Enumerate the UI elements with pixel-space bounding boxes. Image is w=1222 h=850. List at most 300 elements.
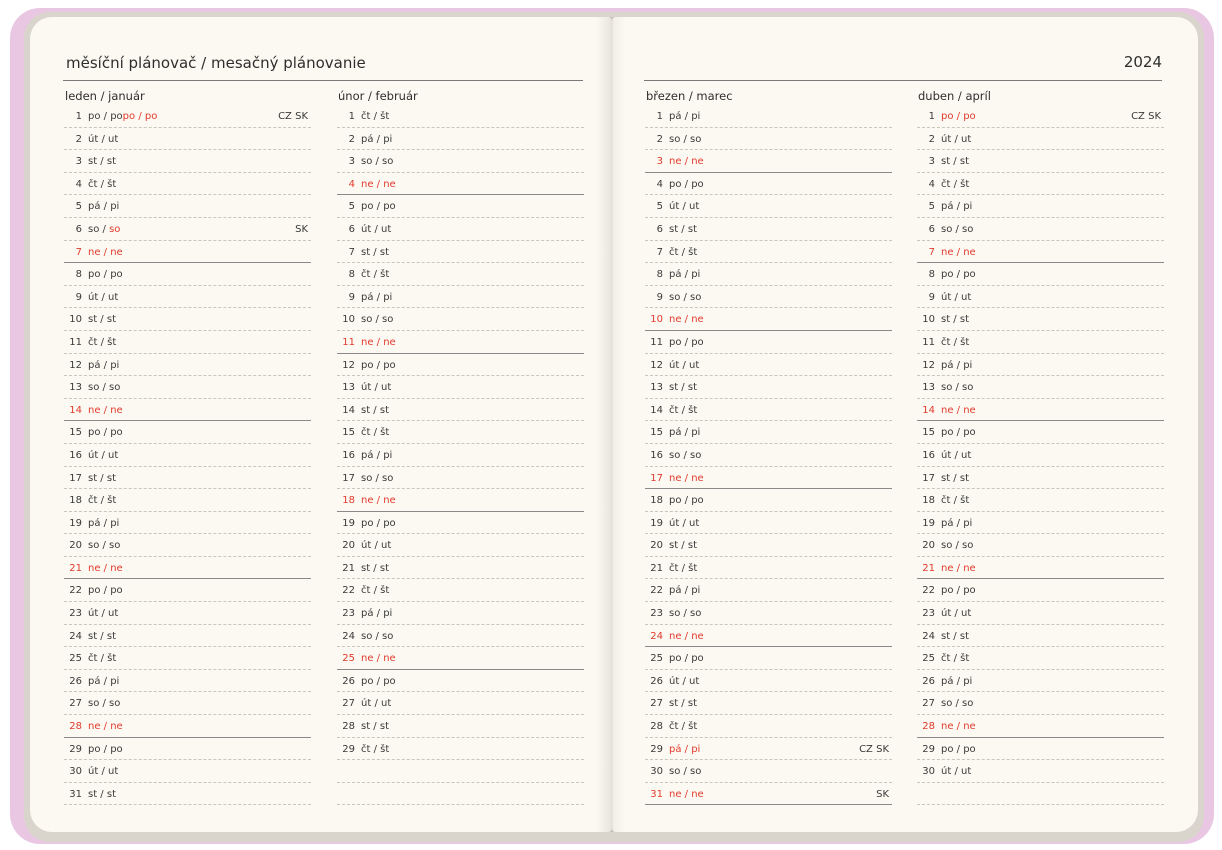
day-number: 20 [650, 540, 663, 552]
weekday-text: ne / ne [361, 653, 396, 665]
weekday-text: po / po [361, 201, 396, 213]
day-number: 19 [69, 517, 82, 529]
day-row [337, 738, 584, 761]
day-number: 15 [922, 427, 935, 439]
weekday-label [361, 518, 396, 529]
weekday-label [941, 156, 969, 167]
weekday-text: ne / ne [669, 630, 704, 642]
weekday-label [88, 156, 116, 167]
day-number: 22 [922, 585, 935, 597]
day-number: 25 [342, 653, 355, 665]
weekday-text: st / st [88, 472, 116, 484]
day-row [917, 647, 1164, 670]
day-number: 21 [650, 562, 663, 574]
day-number: 13 [922, 382, 935, 394]
day-row [64, 557, 311, 580]
weekday-label [941, 631, 969, 642]
weekday-text: ne / ne [361, 178, 396, 190]
holiday-marker: CZ SK [278, 111, 308, 122]
book-gutter [596, 17, 626, 832]
day-number: 12 [69, 359, 82, 371]
weekday-text: út / ut [669, 675, 700, 687]
weekday-text: st / st [669, 540, 697, 552]
day-row [337, 715, 584, 738]
day-row [64, 241, 311, 264]
day-row [645, 557, 892, 580]
day-number: 24 [650, 630, 663, 642]
weekday-text: so / so [88, 698, 121, 710]
weekday-label [88, 676, 119, 687]
day-number: 31 [650, 788, 663, 800]
weekday-text: út / ut [88, 766, 119, 778]
weekday-text: st / st [88, 630, 116, 642]
weekday-label [669, 156, 704, 167]
weekday-label [88, 405, 123, 416]
weekday-text: čt / št [88, 653, 117, 665]
weekday-text: st / st [361, 404, 389, 416]
day-row [64, 308, 311, 331]
day-list [337, 105, 584, 805]
weekday-text: so / so [361, 630, 394, 642]
day-number: 2 [656, 133, 663, 145]
weekday-label [669, 653, 704, 664]
day-row [917, 534, 1164, 557]
weekday-text: út / ut [941, 291, 972, 303]
day-number: 24 [342, 630, 355, 642]
weekday-label [88, 766, 118, 777]
day-row [917, 331, 1164, 354]
holiday-weekday-text: so [109, 223, 121, 235]
day-number: 14 [650, 404, 663, 416]
weekday-label [361, 337, 396, 348]
day-number: 8 [348, 269, 355, 281]
day-row [64, 173, 311, 196]
day-number: 27 [342, 698, 355, 710]
day-number: 15 [69, 427, 82, 439]
day-row [917, 195, 1164, 218]
day-row [917, 241, 1164, 264]
day-number: 30 [922, 766, 935, 778]
day-row [337, 354, 584, 377]
day-number: 10 [650, 314, 663, 326]
weekday-label [361, 473, 393, 484]
weekday-label [669, 563, 697, 574]
day-number: 20 [922, 540, 935, 552]
day-row [64, 738, 311, 761]
weekday-text: st / st [941, 314, 969, 326]
weekday-label [88, 382, 120, 393]
day-row [64, 760, 311, 783]
day-number: 22 [650, 585, 663, 597]
weekday-label [941, 608, 971, 619]
weekday-text: út / ut [941, 766, 972, 778]
day-row [64, 602, 311, 625]
day-row [64, 331, 311, 354]
weekday-text: čt / št [669, 404, 698, 416]
weekday-label [88, 247, 123, 258]
weekday-label [669, 676, 699, 687]
day-number: 30 [650, 766, 663, 778]
weekday-label [361, 179, 396, 190]
day-number: 28 [69, 721, 82, 733]
day-number: 7 [75, 246, 82, 258]
day-row [917, 692, 1164, 715]
weekday-label [941, 314, 969, 325]
weekday-text: čt / št [669, 562, 698, 574]
day-row [64, 625, 311, 648]
day-row [64, 218, 311, 241]
day-number: 26 [69, 675, 82, 687]
holiday-marker: CZ SK [859, 743, 889, 755]
weekday-text: čt / št [361, 269, 390, 281]
weekday-label [669, 337, 704, 348]
day-row [645, 602, 892, 625]
weekday-label [669, 608, 701, 619]
weekday-label [669, 247, 697, 258]
weekday-text: so / [88, 223, 110, 235]
day-number: 1 [348, 111, 355, 122]
weekday-label [669, 292, 701, 303]
day-row [337, 692, 584, 715]
day-number: 26 [342, 675, 355, 687]
weekday-text: st / st [941, 156, 969, 168]
weekday-label [88, 518, 119, 529]
day-number: 26 [922, 675, 935, 687]
weekday-text: st / st [669, 382, 697, 394]
weekday-label [361, 201, 396, 212]
day-number: 4 [656, 178, 663, 190]
day-number: 12 [650, 359, 663, 371]
day-row [645, 760, 892, 783]
weekday-text: ne / ne [88, 721, 123, 733]
day-row [645, 241, 892, 264]
weekday-text: st / st [88, 314, 116, 326]
weekday-label [88, 427, 123, 438]
day-row [917, 489, 1164, 512]
day-row [917, 376, 1164, 399]
day-row [337, 105, 584, 128]
weekday-label [669, 518, 699, 529]
holiday-marker: SK [876, 788, 889, 800]
weekday-text: st / st [669, 223, 697, 235]
weekday-label [941, 405, 976, 416]
day-number: 15 [342, 427, 355, 439]
weekday-label [669, 427, 700, 438]
weekday-label [88, 653, 116, 664]
weekday-label [361, 314, 393, 325]
day-number: 9 [928, 291, 935, 303]
day-row [337, 195, 584, 218]
weekday-label [361, 676, 396, 687]
weekday-label [941, 450, 971, 461]
weekday-label [88, 224, 120, 235]
weekday-label [88, 608, 118, 619]
day-row [337, 534, 584, 557]
weekday-text: út / ut [361, 698, 392, 710]
day-number: 22 [69, 585, 82, 597]
weekday-text: čt / št [361, 585, 390, 597]
weekday-text: út / ut [88, 291, 119, 303]
day-number: 20 [342, 540, 355, 552]
weekday-label [941, 247, 976, 258]
day-row [64, 263, 311, 286]
day-row [917, 218, 1164, 241]
day-row [645, 128, 892, 151]
day-row [917, 354, 1164, 377]
weekday-label [941, 427, 976, 438]
weekday-text: čt / št [88, 178, 117, 190]
weekday-label [88, 585, 123, 596]
day-number: 25 [650, 653, 663, 665]
month-name: duben / apríl [918, 89, 991, 103]
day-row [64, 128, 311, 151]
weekday-text: so / so [941, 698, 974, 710]
holiday-weekday-text: pá / pi [669, 743, 701, 755]
weekday-text: po / po [941, 427, 976, 439]
holiday-marker: SK [295, 223, 308, 235]
weekday-label [941, 337, 969, 348]
day-number: 19 [342, 517, 355, 529]
day-row [337, 128, 584, 151]
day-row [337, 263, 584, 286]
weekday-text: pá / pi [361, 608, 393, 620]
weekday-text: st / st [941, 630, 969, 642]
day-number: 16 [69, 449, 82, 461]
day-number: 2 [348, 133, 355, 145]
day-number: 14 [69, 404, 82, 416]
weekday-label [88, 495, 116, 506]
weekday-label [88, 360, 119, 371]
weekday-text: po / po [88, 743, 123, 755]
weekday-text: po / po [361, 517, 396, 529]
day-number: 10 [69, 314, 82, 326]
day-number: 16 [342, 449, 355, 461]
weekday-label [361, 698, 391, 709]
weekday-text: út / ut [669, 517, 700, 529]
day-row [645, 173, 892, 196]
day-row [917, 760, 1164, 783]
day-number: 8 [656, 269, 663, 281]
day-row [917, 444, 1164, 467]
weekday-text: út / ut [941, 133, 972, 145]
weekday-text: po / po [941, 743, 976, 755]
weekday-label [88, 337, 116, 348]
day-row [64, 286, 311, 309]
day-number: 28 [342, 721, 355, 733]
weekday-label [941, 518, 972, 529]
day-row [645, 354, 892, 377]
month-name: leden / január [65, 89, 145, 103]
day-row [64, 715, 311, 738]
weekday-label [941, 292, 971, 303]
day-number: 16 [650, 449, 663, 461]
day-number: 20 [69, 540, 82, 552]
day-number: 24 [69, 630, 82, 642]
day-number: 9 [348, 291, 355, 303]
empty-row [917, 783, 1164, 806]
weekday-label [941, 563, 976, 574]
day-number: 30 [69, 766, 82, 778]
weekday-text: po / po [88, 585, 123, 597]
weekday-label [88, 201, 119, 212]
weekday-text: ne / ne [88, 404, 123, 416]
weekday-text: st / st [88, 788, 116, 800]
weekday-label [941, 269, 976, 280]
weekday-label [941, 495, 969, 506]
day-row [64, 783, 311, 806]
weekday-text: čt / št [669, 721, 698, 733]
month-column-march [645, 88, 892, 805]
weekday-text: pá / pi [941, 517, 973, 529]
day-number: 4 [928, 178, 935, 190]
day-number: 8 [75, 269, 82, 281]
day-number: 31 [69, 788, 82, 800]
day-row [64, 467, 311, 490]
day-number: 17 [342, 472, 355, 484]
weekday-label [669, 473, 704, 484]
weekday-text: so / so [941, 540, 974, 552]
weekday-text: pá / pi [361, 291, 393, 303]
day-row [64, 354, 311, 377]
day-list [917, 105, 1164, 805]
day-row [645, 512, 892, 535]
weekday-text: pá / pi [88, 201, 120, 213]
weekday-text: so / so [669, 133, 702, 145]
day-row [337, 399, 584, 422]
weekday-label [669, 405, 697, 416]
day-row [917, 105, 1164, 128]
day-number: 4 [75, 178, 82, 190]
day-row [917, 150, 1164, 173]
month-column-april [917, 88, 1164, 805]
weekday-label [669, 789, 704, 800]
weekday-text: pá / pi [669, 585, 701, 597]
weekday-text: so / so [669, 608, 702, 620]
day-row [337, 579, 584, 602]
weekday-label [669, 721, 697, 732]
day-number: 2 [75, 133, 82, 145]
weekday-text: ne / ne [941, 562, 976, 574]
day-row [645, 105, 892, 128]
day-row [64, 512, 311, 535]
weekday-label [669, 314, 704, 325]
day-number: 18 [69, 495, 82, 507]
day-row [645, 308, 892, 331]
day-row [337, 557, 584, 580]
weekday-label [669, 540, 697, 551]
weekday-text: po / po [361, 675, 396, 687]
day-number: 18 [650, 495, 663, 507]
day-number: 25 [922, 653, 935, 665]
weekday-label [669, 631, 704, 642]
day-row [337, 602, 584, 625]
weekday-label [361, 427, 389, 438]
weekday-label [669, 179, 704, 190]
weekday-label [941, 382, 973, 393]
weekday-label [88, 631, 116, 642]
weekday-text: čt / št [361, 111, 390, 122]
weekday-label [941, 744, 976, 755]
day-row [64, 150, 311, 173]
page-title: měsíční plánovač / mesačný plánovanie [66, 54, 366, 72]
day-number: 27 [650, 698, 663, 710]
day-number: 21 [69, 562, 82, 574]
empty-row [337, 760, 584, 783]
left-header-rule [63, 80, 583, 81]
day-row [917, 173, 1164, 196]
weekday-label [941, 653, 969, 664]
day-number: 24 [922, 630, 935, 642]
weekday-text: so / so [669, 766, 702, 778]
weekday-text: st / st [88, 156, 116, 168]
weekday-label [361, 608, 392, 619]
day-number: 9 [75, 291, 82, 303]
weekday-text: ne / ne [669, 472, 704, 484]
day-number: 23 [342, 608, 355, 620]
weekday-text: st / st [361, 246, 389, 258]
day-row [337, 489, 584, 512]
day-number: 14 [342, 404, 355, 416]
day-number: 7 [656, 246, 663, 258]
right-header-rule [644, 80, 1162, 81]
weekday-label [361, 382, 391, 393]
weekday-text: čt / št [361, 743, 390, 755]
day-row [917, 467, 1164, 490]
day-row [645, 579, 892, 602]
weekday-label [88, 450, 118, 461]
month-name: březen / marec [646, 89, 733, 103]
year-label: 2024 [1123, 53, 1162, 71]
weekday-text: ne / ne [361, 495, 396, 507]
weekday-label [941, 676, 972, 687]
weekday-label [941, 201, 972, 212]
month-column-february [337, 88, 584, 805]
day-row [917, 128, 1164, 151]
weekday-label [88, 179, 116, 190]
day-row [917, 602, 1164, 625]
weekday-text: pá / pi [361, 133, 393, 145]
day-row [645, 467, 892, 490]
day-number: 1 [75, 111, 82, 122]
day-row [917, 263, 1164, 286]
weekday-text: ne / ne [88, 562, 123, 574]
day-number: 12 [922, 359, 935, 371]
day-number: 23 [922, 608, 935, 620]
weekday-label [361, 563, 389, 574]
day-number: 19 [650, 517, 663, 529]
day-row [645, 286, 892, 309]
weekday-text: čt / št [669, 246, 698, 258]
weekday-text: st / st [941, 472, 969, 484]
weekday-text: po / po [88, 427, 123, 439]
day-number: 12 [342, 359, 355, 371]
day-row [337, 670, 584, 693]
weekday-text: po / po [941, 585, 976, 597]
weekday-label [361, 585, 389, 596]
weekday-label [361, 721, 389, 732]
day-row [337, 625, 584, 648]
day-number: 11 [922, 336, 935, 348]
day-row [337, 308, 584, 331]
weekday-text: so / so [88, 382, 121, 394]
weekday-label [88, 563, 123, 574]
day-row [917, 557, 1164, 580]
day-number: 9 [656, 291, 663, 303]
weekday-text: čt / št [941, 336, 970, 348]
day-number: 4 [348, 178, 355, 190]
weekday-label [88, 473, 116, 484]
weekday-text: so / so [941, 382, 974, 394]
